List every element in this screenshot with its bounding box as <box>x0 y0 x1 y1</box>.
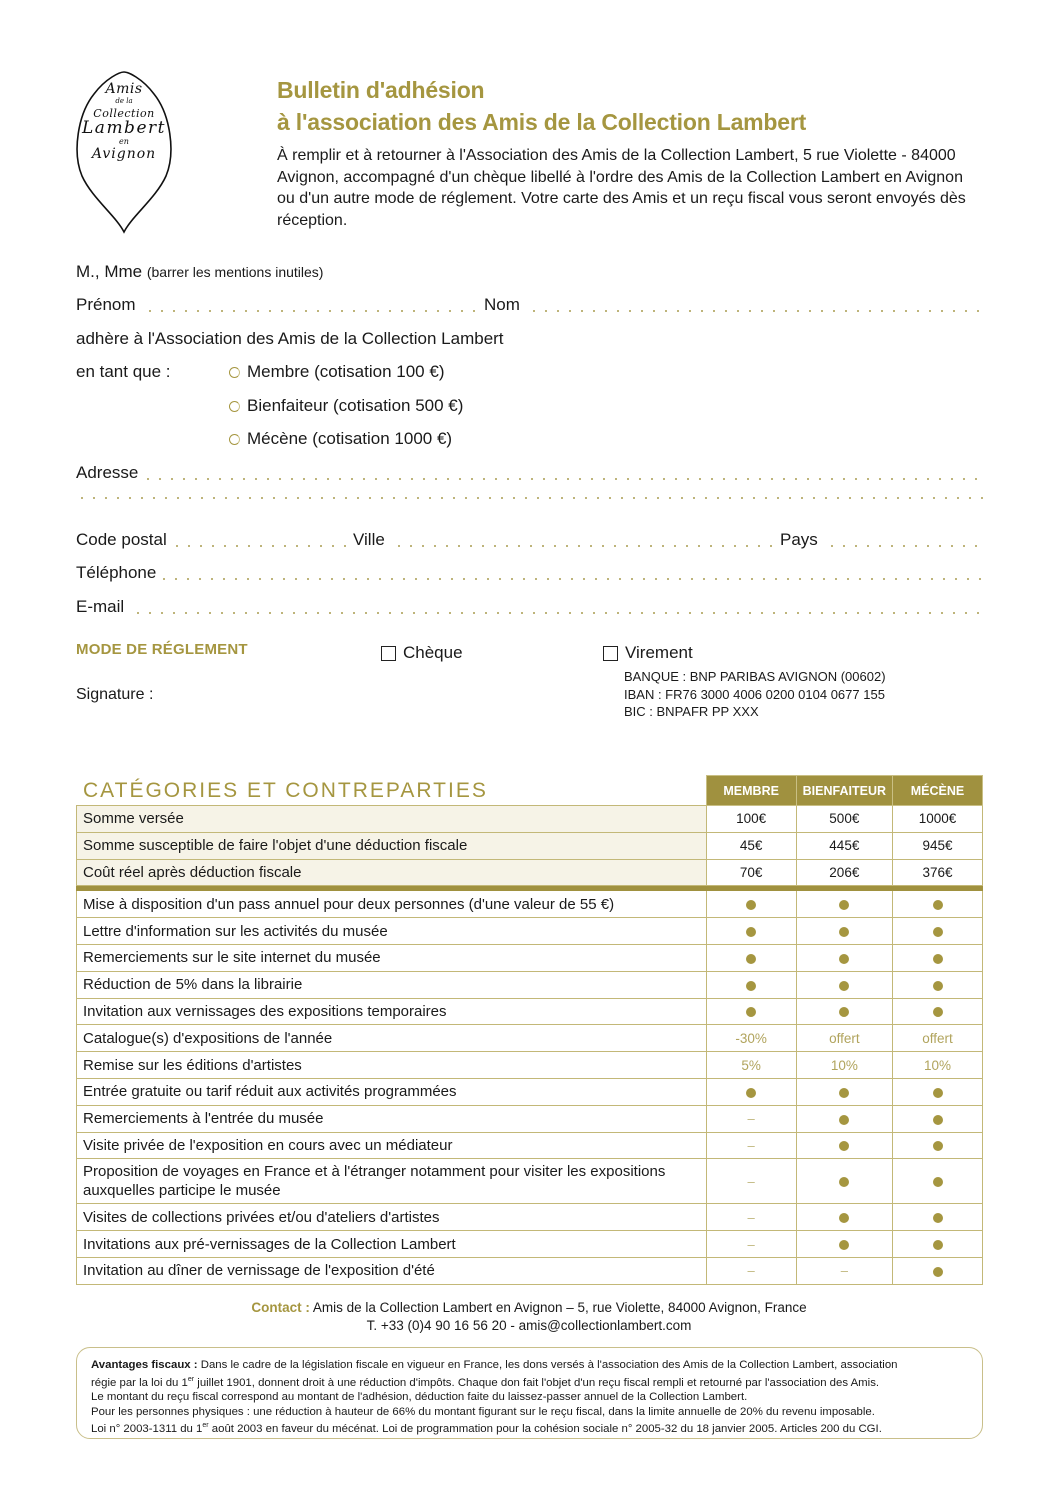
cell-value <box>893 832 983 859</box>
radio-mecene[interactable] <box>229 428 452 450</box>
prenom-label: Prénom <box>76 295 136 314</box>
pays-label: Pays <box>780 530 818 549</box>
included-dot-icon <box>706 918 796 945</box>
prenom-input-line[interactable] <box>144 309 476 313</box>
checkbox-cheque[interactable] <box>381 643 463 663</box>
cell-text: 376€ <box>922 864 953 880</box>
included-dot-icon <box>893 1105 983 1132</box>
table-row <box>77 1132 983 1159</box>
table-row <box>77 806 983 833</box>
virement-label: Virement <box>625 643 693 662</box>
logo-text-amis: Amis <box>105 81 143 97</box>
adhere-label: adhère à l'Association des Amis de la Collection Lambert <box>76 329 504 348</box>
table-row <box>77 832 983 859</box>
included-dot-icon <box>893 1159 983 1204</box>
adhere-text <box>76 328 504 350</box>
logo-text-avignon: Avignon <box>91 146 157 162</box>
included-dot-icon <box>706 998 796 1025</box>
included-dot-icon <box>706 891 796 918</box>
radio-circle-icon[interactable] <box>229 401 240 412</box>
fiscal-line-2a: régie par la loi du 1 <box>91 1376 188 1389</box>
signature-label: Signature : <box>76 686 154 703</box>
not-included-dash: – <box>747 1209 755 1225</box>
bullet-icon <box>746 1088 756 1098</box>
column-header-mecene: MÉCÈNE <box>893 776 983 806</box>
row-label: Coût réel après déduction fiscale <box>77 859 707 886</box>
bullet-icon <box>839 1141 849 1151</box>
en-tant-que-label <box>76 361 171 383</box>
included-dot-icon <box>796 918 892 945</box>
code-postal-label: Code postal <box>76 530 167 549</box>
included-dot-icon <box>706 1078 796 1105</box>
cell-value <box>893 1052 983 1079</box>
bullet-icon <box>839 1115 849 1125</box>
bullet-icon <box>933 927 943 937</box>
table-row <box>77 971 983 998</box>
table-row <box>77 1078 983 1105</box>
bullet-icon <box>933 1141 943 1151</box>
radio-bienfaiteur[interactable] <box>229 395 463 417</box>
bank-bic: BIC : BNPAFR PP XXX <box>624 704 759 719</box>
included-dot-icon <box>796 1132 892 1159</box>
code-postal-input-line[interactable] <box>171 544 350 548</box>
bullet-icon <box>933 1088 943 1098</box>
column-header-membre: MEMBRE <box>706 776 796 806</box>
bullet-icon <box>933 1177 943 1187</box>
row-label: Entrée gratuite ou tarif réduit aux activités programmées <box>77 1078 707 1105</box>
table-row <box>77 1052 983 1079</box>
radio-membre-label: Membre (cotisation 100 €) <box>247 362 445 381</box>
email-input-line[interactable] <box>132 611 983 615</box>
bullet-icon <box>839 900 849 910</box>
ville-input-line[interactable] <box>393 544 777 548</box>
cell-value <box>893 1025 983 1052</box>
table-row <box>77 1025 983 1052</box>
row-label: Invitations aux pré-vernissages de la Collection Lambert <box>77 1231 707 1258</box>
included-dot-icon <box>893 891 983 918</box>
included-dot-icon <box>796 1159 892 1204</box>
categories-table <box>76 775 983 1285</box>
checkbox-virement[interactable] <box>603 643 693 663</box>
table-row <box>77 1204 983 1231</box>
row-label: Visites de collections privées et/ou d'ateliers d'artistes <box>77 1204 707 1231</box>
payment-mode-title: MODE DE RÉGLEMENT <box>76 641 248 658</box>
bullet-icon <box>746 981 756 991</box>
cell-value <box>796 1257 892 1284</box>
included-dot-icon <box>796 1231 892 1258</box>
table-row <box>77 998 983 1025</box>
included-dot-icon <box>893 918 983 945</box>
nom-label: Nom <box>484 295 520 314</box>
en-tant-que-text: en tant que : <box>76 362 171 381</box>
contact-address: Amis de la Collection Lambert en Avignon – 5, rue Violette, 84000 Avignon, France <box>312 1300 807 1315</box>
cell-text: 70€ <box>739 864 763 880</box>
bank-iban: IBAN : FR76 3000 4006 0200 0104 0677 155 <box>624 686 885 702</box>
cell-text: 445€ <box>829 838 860 854</box>
table-row <box>77 918 983 945</box>
bullet-icon <box>839 1088 849 1098</box>
cell-value <box>796 832 892 859</box>
bullet-icon <box>933 954 943 964</box>
bullet-icon <box>933 1115 943 1125</box>
logo-text-lambert: Lambert <box>82 118 166 138</box>
page-title <box>277 74 806 138</box>
table-row <box>77 859 983 886</box>
bank-details <box>624 668 886 721</box>
telephone-label: Téléphone <box>76 563 157 582</box>
row-label: Catalogue(s) d'expositions de l'année <box>77 1025 707 1052</box>
table-title: CATÉGORIES ET CONTREPARTIES <box>83 779 488 802</box>
row-label: Mise à disposition d'un pass annuel pour deux personnes (d'une valeur de 55 €) <box>77 891 707 918</box>
cell-text: 1000€ <box>918 811 957 827</box>
radio-membre[interactable] <box>229 361 444 383</box>
cell-text: offert <box>829 1030 860 1046</box>
adresse-field[interactable] <box>76 462 983 484</box>
code-postal-field[interactable] <box>76 529 350 551</box>
row-label: Lettre d'information sur les activités du musée <box>77 918 707 945</box>
included-dot-icon <box>796 998 892 1025</box>
row-label: Invitation au dîner de vernissage de l'exposition d'été <box>77 1257 707 1284</box>
row-label: Proposition de voyages en France et à l'étranger notamment pour visiter les expositions auxquelles participe le musée <box>77 1159 707 1204</box>
telephone-input-line[interactable] <box>158 577 983 581</box>
not-included-dash: – <box>747 1263 755 1279</box>
table-row <box>77 891 983 918</box>
civility-label: M., Mme <box>76 262 143 281</box>
logo-text-en: en <box>119 137 129 146</box>
included-dot-icon <box>796 891 892 918</box>
fiscal-line-4: Pour les personnes physiques : une réduction à hauteur de 66% du montant figurant sur le reçu fiscal, dans la limite annuelle de 20% du revenu imposable. <box>91 1405 875 1418</box>
nom-input-line[interactable] <box>528 309 983 313</box>
included-dot-icon <box>706 971 796 998</box>
pays-field[interactable] <box>780 529 983 551</box>
radio-circle-icon[interactable] <box>229 367 240 378</box>
bullet-icon <box>746 1007 756 1017</box>
cell-value <box>796 859 892 886</box>
contact-block <box>0 1299 1058 1335</box>
row-label: Réduction de 5% dans la librairie <box>77 971 707 998</box>
row-label: Remerciements sur le site internet du musée <box>77 944 707 971</box>
ville-label: Ville <box>353 530 385 549</box>
radio-circle-icon[interactable] <box>229 434 240 445</box>
not-included-dash: – <box>747 1137 755 1153</box>
table-row <box>77 1257 983 1284</box>
cell-value <box>893 859 983 886</box>
cell-text: 45€ <box>739 838 763 854</box>
cell-value <box>706 1105 796 1132</box>
cell-value <box>706 806 796 833</box>
cell-value <box>706 1231 796 1258</box>
contact-label: Contact : <box>251 1300 310 1315</box>
civility-note: (barrer les mentions inutiles) <box>146 264 324 280</box>
not-included-dash: – <box>747 1111 755 1127</box>
bullet-icon <box>839 927 849 937</box>
row-label: Visite privée de l'exposition en cours avec un médiateur <box>77 1132 707 1159</box>
bullet-icon <box>839 1177 849 1187</box>
included-dot-icon <box>893 998 983 1025</box>
cell-text: 500€ <box>829 811 860 827</box>
cell-value <box>796 1052 892 1079</box>
cell-value <box>796 806 892 833</box>
bullet-icon <box>933 1213 943 1223</box>
fiscal-line-3: Le montant du reçu fiscal correspond au montant de l'adhésion, déduction faite du laissez-passer annuel de la Collection Lambert. <box>91 1390 748 1403</box>
bullet-icon <box>839 1007 849 1017</box>
row-label: Invitation aux vernissages des expositions temporaires <box>77 998 707 1025</box>
included-dot-icon <box>893 1231 983 1258</box>
adresse-input-line[interactable] <box>142 477 983 481</box>
bullet-icon <box>839 981 849 991</box>
bullet-icon <box>746 927 756 937</box>
table-row <box>77 1159 983 1204</box>
included-dot-icon <box>893 1204 983 1231</box>
bullet-icon <box>933 1007 943 1017</box>
included-dot-icon <box>796 1204 892 1231</box>
row-label: Somme susceptible de faire l'objet d'une déduction fiscale <box>77 832 707 859</box>
cell-value <box>706 1257 796 1284</box>
table-row <box>77 1105 983 1132</box>
included-dot-icon <box>796 1105 892 1132</box>
checkbox-square-icon[interactable] <box>603 646 618 661</box>
included-dot-icon <box>893 971 983 998</box>
bullet-icon <box>746 900 756 910</box>
fiscal-advantages-box <box>76 1347 983 1439</box>
cell-text: 10% <box>923 1057 952 1073</box>
included-dot-icon <box>706 944 796 971</box>
cell-value <box>706 1204 796 1231</box>
email-field[interactable] <box>76 596 983 618</box>
bullet-icon <box>933 981 943 991</box>
row-label: Remerciements à l'entrée du musée <box>77 1105 707 1132</box>
included-dot-icon <box>893 944 983 971</box>
fiscal-line-2b: juillet 1901, donnent droit à une réduction d'impôts. Chaque don fait l'objet d'un reçu fiscal rempli et retourné par l'association des Amis. <box>194 1376 880 1389</box>
cheque-label: Chèque <box>403 643 463 662</box>
included-dot-icon <box>796 971 892 998</box>
nom-field[interactable] <box>484 294 983 316</box>
fiscal-label: Avantages fiscaux : <box>91 1359 198 1371</box>
fiscal-line-1: Dans le cadre de la législation fiscale en vigueur en France, les dons versés à l'association des Amis de la Collection Lambert, association <box>200 1359 898 1371</box>
telephone-field[interactable] <box>76 562 983 584</box>
cell-value <box>706 1132 796 1159</box>
cell-text: 100€ <box>736 811 767 827</box>
cell-text: -30% <box>735 1030 767 1046</box>
cell-value <box>706 1025 796 1052</box>
logo-text-de-la: de la <box>115 97 133 105</box>
title-line-2: à l'association des Amis de la Collection Lambert <box>277 109 807 135</box>
row-label: Somme versée <box>77 806 707 833</box>
bullet-icon <box>839 1240 849 1250</box>
table-row <box>77 944 983 971</box>
prenom-field[interactable] <box>76 294 476 316</box>
adresse-field-line2[interactable] <box>76 496 983 503</box>
radio-bienfaiteur-label: Bienfaiteur (cotisation 500 €) <box>247 396 464 415</box>
civility-row[interactable] <box>76 261 323 283</box>
bullet-icon <box>933 900 943 910</box>
included-dot-icon <box>893 1257 983 1284</box>
cell-text: 5% <box>741 1057 761 1073</box>
cell-value <box>706 1159 796 1204</box>
cell-value <box>893 806 983 833</box>
bank-name: BANQUE : BNP PARIBAS AVIGNON (00602) <box>624 669 886 684</box>
bullet-icon <box>839 1213 849 1223</box>
contact-phone-email: T. +33 (0)4 90 16 56 20 - amis@collectionlambert.com <box>366 1318 692 1333</box>
column-header-bienfaiteur: BIENFAITEUR <box>796 776 892 806</box>
cell-value <box>796 1025 892 1052</box>
row-label: Remise sur les éditions d'artistes <box>77 1052 707 1079</box>
cell-value <box>706 832 796 859</box>
intro-paragraph: À remplir et à retourner à l'Association des Amis de la Collection Lambert, 5 rue Violette - 84000 Avignon, accompagné d'un chèque libellé à l'ordre des Amis de la Collection Lambert en Avignon ou d'un autre mode de réglement. Votre carte des Amis et un reçu fiscal vous seront envoyés dès réception. <box>277 147 966 229</box>
fiscal-line-5b: août 2003 en faveur du mécénat. Loi de programmation pour la cohésion sociale n° 2005-32 du 18 janvier 2005. Articles 200 du CGI. <box>208 1422 882 1435</box>
radio-mecene-label: Mécène (cotisation 1000 €) <box>247 429 453 448</box>
cell-value <box>706 1052 796 1079</box>
included-dot-icon <box>893 1078 983 1105</box>
included-dot-icon <box>893 1132 983 1159</box>
fiscal-line-5a: Loi n° 2003-1311 du 1 <box>91 1422 203 1435</box>
included-dot-icon <box>796 1078 892 1105</box>
pays-input-line[interactable] <box>826 544 983 548</box>
cell-value <box>706 859 796 886</box>
not-included-dash: – <box>840 1263 848 1279</box>
included-dot-icon <box>796 944 892 971</box>
cell-text: 945€ <box>922 838 953 854</box>
checkbox-square-icon[interactable] <box>381 646 396 661</box>
bullet-icon <box>933 1240 943 1250</box>
bullet-icon <box>746 954 756 964</box>
adresse-label: Adresse <box>76 463 139 482</box>
association-logo <box>76 66 172 236</box>
title-line-1: Bulletin d'adhésion <box>277 77 485 103</box>
fiscal-sup: er <box>202 1422 209 1430</box>
cell-text: offert <box>922 1030 953 1046</box>
adresse-input-line-2[interactable] <box>76 496 983 500</box>
email-label: E-mail <box>76 597 125 616</box>
not-included-dash: – <box>747 1173 755 1189</box>
bullet-icon <box>933 1267 943 1277</box>
cell-text: 206€ <box>829 864 860 880</box>
table-row <box>77 1231 983 1258</box>
ville-field[interactable] <box>353 529 777 551</box>
bullet-icon <box>839 954 849 964</box>
fiscal-sup: er <box>187 1375 195 1383</box>
cell-text: 10% <box>830 1057 858 1073</box>
logo-text-collection: Collection <box>93 107 155 120</box>
not-included-dash: – <box>747 1236 755 1252</box>
